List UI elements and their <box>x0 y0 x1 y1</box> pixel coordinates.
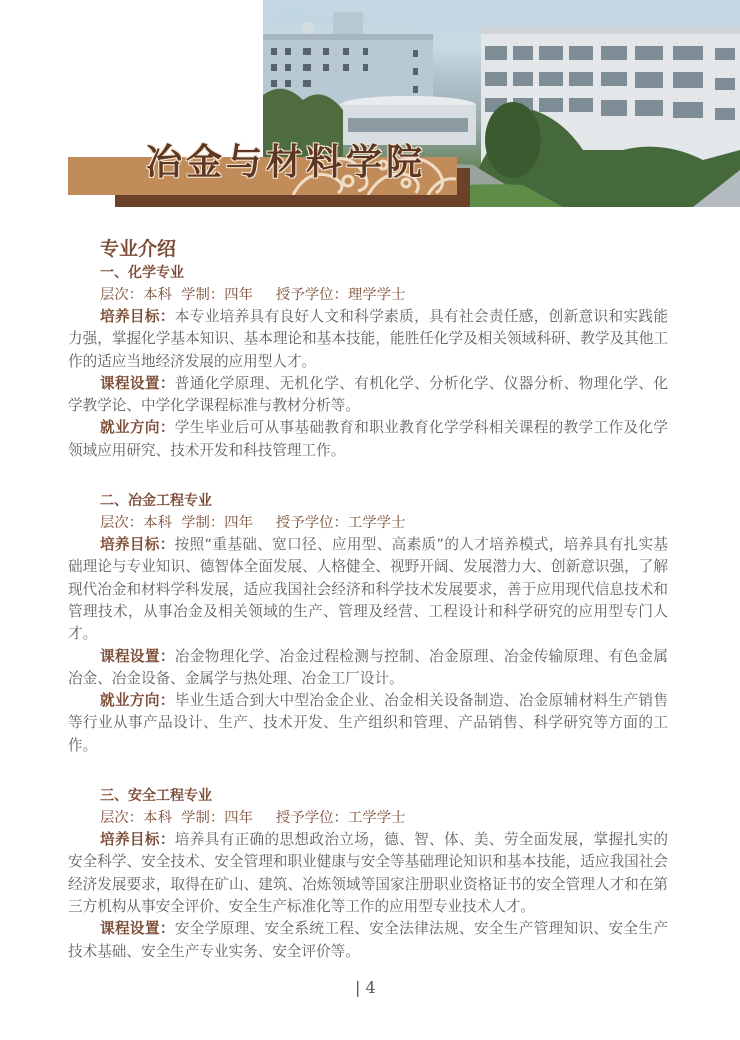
major-heading: 三、安全工程专业 <box>100 788 212 805</box>
curriculum <box>68 918 668 963</box>
para-text: 普通化学原理、无机化学、有机化学、分析化学、仪器分析、物理化学、化学教学论、中学化学课程标准与教材分析等。 <box>68 374 668 415</box>
major-meta: 层次：本科 学制：四年 授予学位：工学学士 <box>100 810 406 827</box>
para-text: 按照“重基础、宽口径、应用型、高素质”的人才培养模式，培养具有扎实基础理论与专业知识、德智体全面发展、人格健全、视野开阔、发展潜力大、创新意识强，了解现代冶金和材料学科发展，适应我国社会经济和科学技术发展要求，善于应用现代信息技术和管理技术，从事冶金及相关领域的生产、管理及经营、工程设计和科学研究的应用型专门人才。 <box>68 536 668 643</box>
para-label: 课程设置： <box>100 920 175 938</box>
para-label: 课程设置： <box>100 374 175 392</box>
major-meta: 层次：本科 学制：四年 授予学位：理学学士 <box>100 287 406 303</box>
curriculum <box>68 646 668 691</box>
major-metallurgical-engineering <box>68 490 668 757</box>
para-label: 培养目标： <box>100 831 175 849</box>
major-chemistry <box>68 262 668 462</box>
para-label: 课程设置： <box>100 647 175 665</box>
para-label: 培养目标： <box>100 536 175 554</box>
para-label: 就业方向： <box>100 419 175 437</box>
career-direction <box>68 417 668 462</box>
major-safety-engineering <box>68 785 668 963</box>
section-title: 专业介绍 <box>100 238 177 260</box>
para-text: 安全学原理、安全系统工程、安全法律法规、安全生产管理知识、安全生产技术基础、安全生产专业实务、安全评价等。 <box>68 920 668 960</box>
para-text: 学生毕业后可从事基础教育和职业教育化学学科相关课程的教学工作及化学领域应用研究、技术开发和科技管理工作。 <box>68 419 668 459</box>
college-title: 冶金与材料学院 <box>146 141 427 183</box>
training-goal <box>68 534 668 645</box>
para-text: 冶金物理化学、冶金过程检测与控制、冶金原理、冶金传输原理、有色金属冶金、冶金设备、金属学与热处理、冶金工厂设计。 <box>68 647 668 687</box>
major-heading: 一、化学专业 <box>100 265 184 281</box>
para-text: 毕业生适合到大中型冶金企业、冶金相关设备制造、冶金原辅材料生产销售等行业从事产品设计、生产、技术开发、生产组织和管理、产品销售、科学研究等方面的工作。 <box>68 692 668 754</box>
page-number: | 4 <box>355 978 376 997</box>
major-heading: 二、冶金工程专业 <box>100 493 212 510</box>
para-label: 就业方向： <box>100 692 175 710</box>
career-direction <box>68 690 668 757</box>
para-text: 培养具有正确的思想政治立场，德、智、体、美、劳全面发展，掌握扎实的安全科学、安全技术、安全管理和职业健康与安全等基础理论知识和基本技能，适应我国社会经济发展要求，取得在矿山、建筑、冶炼领域等国家注册职业资格证书的安全管理人才和在第三方机构从事安全评价、安全生产标准化等工作的应用型专业技术人才。 <box>68 831 668 915</box>
para-text: 本专业培养具有良好人文和科学素质，具有社会责任感，创新意识和实践能力强，掌握化学基本知识、基本理论和基本技能，能胜任化学及相关领域科研、教学及其他工作的适应当地经济发展的应用型人才。 <box>68 308 668 370</box>
major-meta: 层次：本科 学制：四年 授予学位：工学学士 <box>100 515 406 532</box>
training-goal <box>68 829 668 918</box>
para-label: 培养目标： <box>100 308 175 325</box>
curriculum <box>68 373 668 418</box>
training-goal <box>68 306 668 373</box>
document-body <box>68 236 668 963</box>
